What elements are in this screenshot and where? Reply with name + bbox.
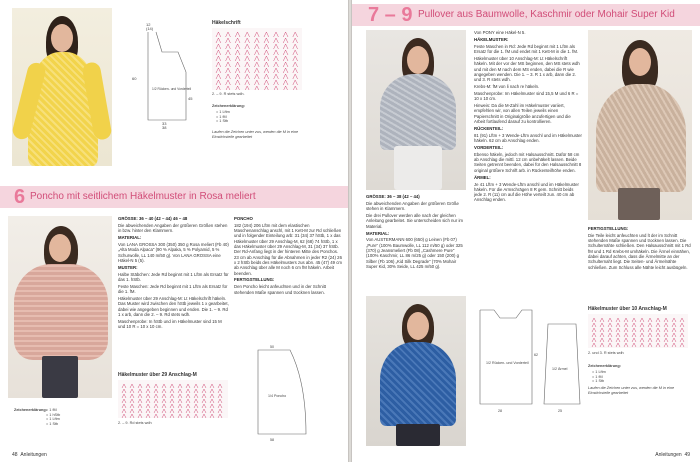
poncho-dim-58: 58: [270, 438, 274, 442]
material-text-right: Von AUSTERMANN 600 (650) g Leinen (Fb 07) „Pure" (100% Baumwolle, LL 112 m/50 g) oder 325 (370) g Jeansmeliert (Fb 08) „Cashmere Pure" (100% Kaschmir, LL 86 m/25 g) oder 150 (200) g Silber (Fb 106) „Kid Silk Degrade" (70% Mohair Super Kid, 30% Seide, LL 425 m/50 g).: [366, 237, 463, 269]
section-number-6: 6: [14, 186, 26, 208]
photo-beige-pullover: [588, 30, 692, 220]
dim-60: 60: [132, 76, 137, 81]
fertig-heading-left: FERTIGSTELLUNG:: [234, 277, 275, 283]
legend-top-item: = 1 Stb: [216, 119, 229, 124]
right-page: [352, 0, 700, 462]
feste-right: Feste Maschen in Rd: Jede Rd beginnt mit 1 Lftm als Ersatz für die 1. fM und endet mit 1 Kett-M in die 1. fM.: [474, 43, 579, 55]
dim-25: 25: [558, 409, 562, 413]
left-col2-text: [234, 216, 344, 297]
haekelschrift-chart: [212, 28, 302, 90]
haekelmuster10-text: Häkelmuster über 10 Anschlag-M: Lt Häkelschrift häkeln. Mit der vor der MS beginnen, den MS stets wdh und mit den M nach dem MS enden, dabei die R wie angegeben wenden. Die 1. – 3. R 1 x arb, dann die 2. und 3. R stets wdh.: [474, 55, 580, 83]
section-number-7-9: 7 – 9: [368, 4, 413, 26]
legend-item-stb: = 1 Stb: [46, 421, 59, 426]
chart-label-left: Häkelmuster über 29 Anschlag-M: [118, 372, 197, 378]
ruecken-heading: RÜCKENTEIL:: [474, 125, 504, 131]
aermel-heading: ÄRMEL:: [474, 174, 491, 180]
chart-note-right: 2. und 3. R stets wdh: [588, 351, 624, 355]
vorderteil-heading: VORDERTEIL:: [474, 144, 504, 150]
zeichen-left-items: [46, 408, 60, 426]
legend-item-lftm: = 1 Lftm: [46, 417, 60, 422]
sizes-note-right: Die abweichenden Angaben der größeren Größe stehen in Klammern.: [366, 200, 459, 212]
maschenprobe-text: Maschenprobe: In hStb und im Häkelmuster sind 15 M und 10 R = 10 x 10 cm.: [118, 318, 222, 330]
fertig-text-right: Die Teile leicht anfeuchten und lt der im Schnitt stehenden Maße spannen und trocknen lassen. Die Schulternähte schließen. Den Halsausschnitt mit 1 Rd fM und 1 Rd Krebs-M umhäkeln. Die Ärmel einnähen, dabei darauf achten, dass die Ärmelmitte an der Schulternaht liegt. Die Seiten- und Ärmelnähte schließen. Zum Schluss alle Nähte leicht ausbügeln.: [588, 232, 691, 270]
legend-right-fm: = 1 fM: [592, 374, 603, 379]
right-col2-text: [474, 30, 582, 204]
dim-45: 45: [188, 96, 193, 101]
pullover-schnitt: [472, 304, 584, 418]
schnitt-top-label: 1/2 Rücken- und Vorderteil: [152, 87, 192, 91]
fertig-text-left: Den Poncho leicht anfeuchten und in der Schnitt stehenden Maße spannen und trocknen lassen.: [234, 284, 326, 295]
dim-38: 38: [162, 125, 167, 130]
feste-maschen: Feste Maschen: Jede Rd beginnt mit 1 Lftm als Ersatz für die 1. fM.: [118, 283, 228, 295]
schnitt-diagram-top: [124, 20, 204, 130]
poncho-label: 1/4 Poncho: [268, 394, 287, 398]
poncho-dim-50: 50: [270, 345, 274, 349]
legend-item-fm: = 1 fM: [46, 408, 57, 412]
dim-12: 12: [146, 22, 151, 27]
section-title-7-9: Pullover aus Baumwolle, Kaschmir oder Mohair Super Kid: [418, 9, 675, 20]
haekelschrift-title: Häkelschrift: [212, 20, 241, 26]
haekelmuster-text: Häkelmuster über 29 Anschlag-M: Lt Häkelschrift häkeln. Das Muster wird zwischen den hStb jeweils 1 x gearbeitet, dabei wie angegeben beginnen und enden. Die 1. – 9. Rd 1 x arb, dann die 2. – 9. Rd stets wdh.: [118, 296, 229, 317]
legend-right-note: Laufen die Zeichen unter zus, werden die M in eine Einstichstelle gearbeitet: [588, 386, 675, 395]
page-number-48: 48: [12, 452, 18, 458]
haekelmuster-heading: HÄKELMUSTER:: [474, 36, 509, 42]
sizes-heading: GRÖSSE: 36 – 40 (42 – 44) 46 – 48: [118, 216, 188, 221]
sizes-extra-right: Die drei Pullover werden alle nach der gleichen Anleitung gearbeitet. Sie unterscheiden sich nur im Material.: [366, 213, 463, 229]
legend-top-item: = 1 Lftm: [216, 110, 230, 114]
chart-label-right: Häkelmuster über 10 Anschlag-M: [588, 306, 667, 312]
ruecken-text: 81 (91) Lftm + 3 Wende-Lftm anschl und im Häkelmuster häkeln. 62 cm ab Anschlag enden.: [474, 132, 582, 144]
poncho-schnitt: [250, 342, 314, 442]
legend-right-lftm: = 1 Lftm: [592, 370, 606, 374]
schnitt-label-right: 1/2 Rücken- und Vorderteil: [486, 361, 529, 365]
maschenprobe-right: Maschenprobe: Im Häkelmuster sind 15,5 M und 6 R = 10 x 10 cm.: [474, 90, 579, 102]
legend-item-hstb: = 1 hStb: [46, 412, 61, 417]
zeichen-top-items: [216, 110, 230, 124]
sizes-note: Die abweichenden Angaben der größeren Größen stehen in bzw. hinter den Klammern.: [118, 222, 228, 234]
page-number-49: 49: [684, 452, 690, 458]
aermel-text: Je 41 Lftm + 3 Wende-Lftm anschl und im Häkelmuster häkeln. Für die Armschrägen 8 R gem. Schnitt beids jede 2. R (11) cm auf die Höhe verteilt zun. 40 cm ab Anschlag enden.: [474, 181, 579, 203]
photo-blue-pullover: [366, 296, 466, 446]
zeichen-right-title: Zeichenerklärung:: [588, 364, 621, 368]
stitch-chart-right: [588, 314, 688, 348]
fertig-heading-right: FERTIGSTELLUNG:: [588, 226, 629, 231]
zeichen-top-title: Zeichenerklärung:: [212, 104, 245, 108]
hinweis-text: Hinweis: Da die M-Zahl im Häkelmuster variiert, empfehlen wir, von allen Teilen jeweils einen Papierschnitt in Originalgröße anzufertigen und die Arbeit fortlaufend darauf zu kontrollieren.: [474, 103, 571, 125]
right-col1-text: [366, 194, 468, 271]
poncho-heading: PONCHO: [234, 216, 253, 221]
zeichen-left-title: Zeichenerklärung:: [14, 408, 47, 412]
dim-33: 33: [162, 121, 167, 126]
left-col1-text: [118, 216, 230, 331]
stitch-chart-left: [118, 380, 228, 418]
right-col3-text: [588, 226, 692, 272]
footer-left: [12, 452, 47, 458]
chart-note-left: 2. – 9. Rd stets wdh: [118, 421, 152, 425]
photo-yellow-top: [12, 8, 112, 166]
muster-heading: MUSTER:: [118, 264, 138, 270]
legend-top-item: = 1 fM: [216, 114, 227, 119]
photo-gray-pullover: [366, 30, 466, 190]
material-text: Von LANA GROSSA 300 (350) 350 g Rosa meliert (Fb 40) „Alta Moda Alpaca" (90 % Alpaka, 5 % Polyamid, 5 % Schurwolle, LL 140 m/50 g). Von LANA GROSSA eine Häkel-N 5 (5).: [118, 241, 229, 263]
material-heading-right: MATERIAL:: [366, 230, 390, 236]
footer-label-left: Anleitungen: [20, 452, 47, 458]
vorderteil-text: Ebenso häkeln, jedoch mit Halsausschnitt. Dafür 58 cm ab Anschlag die mittl. 12 cm unbehäkelt lassen. Beide Seiten getrennt beenden, dabei für den Halsausschnitt 8 original größere Schrift arb. in Rückenteilhöhe enden.: [474, 151, 582, 173]
dim-14a: (14): [146, 26, 154, 31]
zeichen-right-items: [592, 370, 606, 384]
section-title-6: Poncho mit seitlichem Häkelmuster in Rosa meliert: [30, 191, 256, 202]
footer-label-right: Anleitungen: [655, 452, 682, 458]
legend-right-stb: = 1 Stb: [592, 379, 605, 384]
footer-right: [655, 452, 690, 458]
dim-28: 28: [498, 409, 502, 413]
halbe-staebchen: Halbe Stäbchen: Jede Rd beginnt mit 1 Lftm als Ersatz für das 1. hStb.: [118, 271, 229, 282]
dim-62: 62: [534, 353, 538, 357]
zeichen-top-note: Laufen die Zeichen unter zus, werden die M in eine Einstichstelle gearbeitet: [212, 130, 299, 139]
krebs-text: Krebs-M: fM von li nach re häkeln.: [474, 84, 540, 90]
pony-text: Von PONY eine Häkel-N 5.: [474, 30, 526, 35]
haekelschrift-rows-note: 2. – 9. R stets wdh.: [212, 92, 245, 96]
material-heading: MATERIAL:: [118, 235, 142, 241]
poncho-text: 182 (194) 206 Lftm mit dem elastischen Maschenanschlag anschl, mit 1 Kett-M zur Rd schließen und in folgender Einteilung arb: 31 (34) 37 hStb, 1 x das Häkelmuster über 29 Anschlag-M, 62 (68) 74 hStb, 1 x das Häkelmuster über 29 Anschlag-M, 31 (34) 37 hStb. Der Rd-Anfang liegt in der hinteren Mitte des Ponchos. 23 cm ab Anschlag für die Abnahmen in jeder R2 (24) 26 x 2 hStb beids des Häkelmusters zus abn. 45 (47) 49 cm ab Anschlag über alle M noch 6 cm fM häkeln. Arbeit beenden.: [234, 222, 342, 276]
photo-pink-poncho: [8, 216, 112, 398]
sizes-heading-right: GRÖSSE: 36 – 38 (42 – 44): [366, 194, 420, 199]
aermel-label: 1/2 Ärmel: [552, 367, 568, 371]
left-page: [0, 0, 348, 462]
